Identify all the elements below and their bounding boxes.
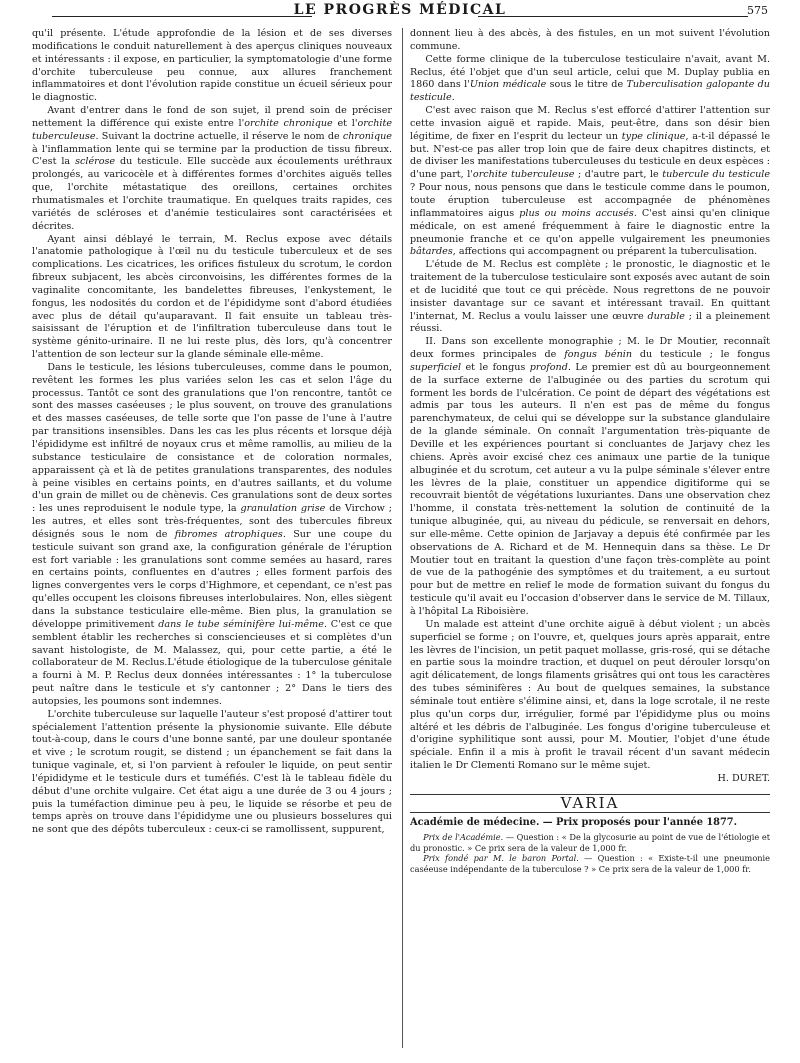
- text-run: et le fongus: [461, 361, 530, 373]
- left-paragraph: [32, 234, 392, 362]
- prize-2-text: — Question : « Existe-t-il une pneumonie caséeuse indépendante de la tuberculose ? » Ce prix sera de la valeur de 1,000 fr.: [410, 853, 770, 874]
- text-run: . C'est ainsi qu'en clinique médicale, on est amené fréquemment à faire le diagnostic entre la pneumonie franche et ce qu'on appelle vulgairement les pneumonies: [410, 207, 770, 245]
- italic-term: type clinique: [621, 130, 686, 142]
- text-run: ; il a pleinement réussi.: [410, 310, 770, 335]
- text-run: . Sur une coupe du testicule suivant son grand axe, la configuration générale de l'éruption est fort variable : les granulations sont comme semées au hasard, rares en certains points, confluentes en d'autres ; elles forment parfois des lignes convergentes vers le corps d'Highmore, et cependant, ce n'est pas qu'elles occupent les cloisons fibreuses interlobulaires. Non, elles siègent dans la substance testiculaire elle-même. Bien plus, la granulation se développe primitivement: [32, 528, 392, 630]
- left-paragraph: [32, 362, 392, 709]
- italic-term: orchite tuberculeuse: [472, 169, 575, 181]
- text-run: Ayant ainsi déblayé le terrain, M. Reclus expose avec détails l'anatomie pathologique à l'œil nu du testicule tuberculeux et de ses complications. Les cicatrices, les orifices fistuleux du scrotum, le cordon fibreux subjacent, les abcès circonvoisins, les différentes formes de la vaginalite concomitante, les bandelettes fibreuses, l'enkystement, le fongus, les nodosités du cordon et de l'épididyme sont d'abord étudiées avec plus de détail qu'auparavant. Il fait ensuite un tableau très-saisissant de l'éruption et de l'infiltration tuberculeuse dans tout le système génito-urinaire. Il ne lui reste plus, dès lors, qu'à concentrer l'attention de son lecteur sur la glande séminale elle-même.: [32, 233, 392, 361]
- italic-term: fongus bénin: [564, 349, 633, 361]
- text-run: donnent lieu à des abcès, à des fistules, en un mot suivent l'évolution commune.: [410, 28, 770, 52]
- italic-term: bâtardes: [410, 246, 453, 258]
- italic-term: chronique: [342, 130, 392, 142]
- text-run: et l': [332, 117, 358, 129]
- article-columns: [32, 28, 772, 1058]
- text-run: Un malade est atteint d'une orchite aiguë à début violent ; un abcès superficiel se forme ; on l'ouvre, et, quelques jours après apparait, entre les lèvres de l'incision, un petit paquet mollasse, gris-rosé, qui se détache en partie sous la moindre traction, et duquel on peut dérouler lorsqu'on agit délicatement, de longs filaments grisâtres qui ont tous les caractères des tubes séminifères : Au bout de quelques semaines, la substance séminale tout entière s'élimine ainsi, et, dans la loge scrotale, il ne reste plus qu'un corps dur, irrégulier, formé par l'épididyme plus ou moins altéré et les débris de l'albuginée. Les fongus d'origine tuberculeuse et d'origine syphilitique sont aussi, pour M. Moutier, l'objet d'une étude spéciale. Enfin il a mis à profit le travail récent d'un savant médecin italien le Dr Clementi Romano sur le même sujet.: [410, 618, 770, 772]
- author-signature: H. DURET.: [717, 772, 770, 784]
- right-paragraph: [410, 54, 770, 105]
- text-run: de Virchow ; les autres, et elles sont très-fréquentes, sont des tubercules fibreux désignés sous le nom de: [32, 503, 392, 540]
- prize-1-text: — Question : « De la glycosurie au point de vue de l'étiologie et du pronostic. » Ce prix sera de la valeur de 1,000 fr.: [410, 832, 770, 853]
- journal-title: LE PROGRÈS MÉDICAL: [293, 2, 507, 18]
- right-paragraph: [410, 28, 770, 54]
- text-run: C'est avec raison que M. Reclus s'est efforcé d'attirer l'attention sur cette invasion aiguë et rapide. Mais, peut-être, dans son désir bien légitime, de fixer en l'esprit du lecteur un: [410, 105, 770, 142]
- left-paragraph: [32, 105, 392, 233]
- italic-term: tubercule du testicule: [662, 169, 770, 181]
- text-run: du testicule ; le fongus: [632, 349, 770, 361]
- text-run: Cette forme clinique de la tuberculose testiculaire n'avait, avant M. Reclus, été l'objet que d'un seul article, celui que M. Duplay publia en 1860 dans l': [410, 53, 770, 91]
- italic-term: dans le tube séminifère lui-même: [158, 618, 324, 630]
- left-paragraph: [32, 709, 392, 837]
- right-column: [410, 28, 770, 1058]
- italic-term: orchite chronique: [244, 117, 333, 129]
- text-run: Avant d'entrer dans le fond de son sujet, il prend soin de préciser nettement la différence qui existe entre l': [32, 105, 392, 129]
- italic-term: orchite tuberculeuse: [32, 117, 392, 142]
- text-run: du testicule. Elle succède aux écoulements uréthraux prolongés, au varicocèle et à différentes formes d'orchites aiguës telles que, l'orchite métastatique des oreillons, certaines orchites rhumatismales et l'orchite traumatique. En quelques traits rapides, ces variétés de scléroses et d'anémie testiculaires sont caractérisées et décrites.: [32, 156, 392, 232]
- prize-2: [410, 853, 770, 874]
- text-run: L'étude étiologique de la tuberculose génitale a fourni à M. P. Reclus deux données intéressantes : 1° la tuberculose peut naître dans le testicule et s'y cantonner ; 2° Dans le tiers des autopsies, les poumons sont indemnes.: [32, 657, 392, 707]
- italic-term: profond: [529, 361, 568, 373]
- text-run: ; d'autre part, le: [574, 169, 663, 181]
- text-run: , affections qui accompagnent ou préparent la tuberculisation.: [452, 246, 758, 258]
- text-run: .: [451, 92, 455, 104]
- left-column: [32, 28, 392, 1058]
- prize-2-label: Prix fondé par M. le baron Portal.: [423, 853, 579, 864]
- right-paragraph: [410, 105, 770, 259]
- text-run: ? Pour nous, nous pensons que dans le testicule comme dans le poumon, toute éruption tuberculeuse est accompagnée de phénomènes inflammatoires aigus: [410, 182, 770, 219]
- italic-term: superficiel: [410, 361, 462, 373]
- page-header: [32, 2, 768, 24]
- text-run: L'orchite tuberculeuse sur laquelle l'auteur s'est proposé d'attirer tout spécialement l'attention présente la physionomie suivante. Elle débute tout-à-coup, dans le cours d'une bonne santé, par une douleur spontanée et vive ; le scrotum rougit, se distend ; un épanchement se fait dans la tunique vaginale, et, si l'on parvient à refouler le liquide, on peut sentir l'épididyme et le testicule durs et tuméfiés. C'est là le tableau fidèle du début d'une orchite vulgaire. Cet état aigu a une durée de 3 ou 4 jours ; puis la tuméfaction diminue peu à peu, le liquide se résorbe et peu de temps après on trouve dans l'épididyme une ou plusieurs bosselures qui ne sont que des dépôts tuberculeux : ceux-ci se ramollissent, suppurent,: [32, 708, 392, 836]
- column-divider: [402, 28, 403, 1048]
- text-run: qu'il présente. L'étude approfondie de la lésion et de ses diverses modifications le conduit naturellement à des aperçus cliniques nouveaux et intéressants : il expose, en particulier, la symptomatologie d'une forme d'orchite tuberculeuse peu connue, aux allures franchement inflammatoires et dont l'évolution rapide constitue un écueil sérieux pour le diagnostic.: [32, 28, 392, 104]
- right-column-text: [410, 28, 770, 773]
- text-run: II. Dans son excellente monographie ; M. le Dr Moutier, reconnaît deux formes principales de: [410, 336, 770, 361]
- text-run: Dans le testicule, les lésions tuberculeuses, comme dans le poumon, revêtent les formes les plus variées selon les cas et selon l'âge du processus. Tantôt ce sont des granulations que l'on rencontre, tantôt ce sont des masses caséeuses ; le plus souvent, on trouve des granulations et des masses caséeuses, de telle sorte que l'on passe de l'une à l'autre par transitions insensibles. Dans les cas les plus récents et lorsque déjà l'épididyme est infiltré de noyaux crus et même ramollis, au milieu de la substance testiculaire de consistance et de coloration normales, apparaissent çà et là de petites granulations transparentes, des nodules à peine visibles en certains points, en d'autres saillants, et du volume d'un grain de millet ou de chènevis. Ces granulations sont de deux sortes : les unes reproduisent le nodule type, la: [32, 361, 392, 515]
- italic-term: granulation grise: [240, 503, 326, 515]
- text-run: , a-t-il dépassé le but. N'est-ce pas aller trop loin que de faire deux chapitres distincts, et de diviser les manifestations tuberculeuses du testicule en deux espèces : d'une part, l': [410, 130, 770, 181]
- text-run: . C'est ce que semblent établir les recherches si consciencieuses et si complètes d'un savant histologiste, de M. Malassez, qui, pour cette partie, a été le collaborateur de M. Reclus.: [32, 618, 392, 669]
- text-run: sous le titre de: [546, 79, 627, 91]
- text-run: . Suivant la doctrine actuelle, il réserve le nom de: [95, 130, 343, 142]
- italic-term: plus ou moins accusés: [519, 207, 634, 219]
- left-paragraph: [32, 28, 392, 105]
- italic-term: fibromes atrophiques: [174, 528, 283, 540]
- prize-1: [410, 832, 770, 853]
- right-paragraph: [410, 619, 770, 773]
- varia-heading: VARIA: [410, 794, 770, 813]
- academie-announcement: Académie de médecine. — Prix proposés pour l'année 1877.: [410, 816, 738, 828]
- text-run: . Le premier est dû au bourgeonnement de la surface externe de l'albuginée ou des parties du scrotum qui forment les bords de l'ulcération. Ce point de départ des végétations est admis par tous les auteurs. Il n'en est pas de même du fongus parenchymateux, de celui qui se développe sur la substance glandulaire de la glande séminale. On connaît l'argumentation très-piquante de Deville et les expériences pourtant si concluantes de Jarjavy chez les chiens. Après avoir excisé chez ces animaux une partie de la tunique albuginée et du scrotum, cet auteur a vu la pulpe séminale s'élever entre les lèvres de la plaie, constituer un appendice digitiforme qui se recouvrait bientôt de végétations luxuriantes. Dans une observation chez l'homme, il constata très-nettement la solution de continuité de la tunique albuginée, qui, au niveau du pédicule, se renversait en dehors, sur elle-même. Cette opinion de Jarjavay a depuis été confirmée par les observations de A. Richard et de M. Hennequin dans sa thèse. Le Dr Moutier tout en traitant la question d'une façon très-complète au point de vue de la pathogénie des symptômes et du traitement, a eu surtout pour but de mettre en relief le mode de formation suivant du fongus du testicule qu'il avait eu l'occasion d'observer dans le service de M. Tillaux, à l'hôpital La Riboisière.: [410, 361, 770, 617]
- italic-term: sclérose: [75, 156, 116, 168]
- right-paragraph: [410, 259, 770, 336]
- text-run: L'étude de M. Reclus est complète ; le pronostic, le diagnostic et le traitement de la tuberculose testiculaire sont exposés avec autant de soin et de lucidité que tout ce qui précède. Nous regrettons de ne pouvoir insister davantage sur ce savant et intéressant travail. En quittant l'internat, M. Reclus a voulu laisser une œuvre: [410, 259, 770, 322]
- right-paragraph: [410, 336, 770, 619]
- italic-term: Union médicale: [469, 79, 547, 91]
- page-number: 575: [747, 4, 768, 17]
- italic-term: durable: [647, 310, 685, 322]
- prize-1-label: Prix de l'Académie.: [423, 832, 504, 843]
- italic-term: Tuberculisation galopante du testicule: [410, 79, 770, 104]
- text-run: à l'inflammation lente qui se termine par la production de tissu fibreux. C'est la: [32, 143, 392, 168]
